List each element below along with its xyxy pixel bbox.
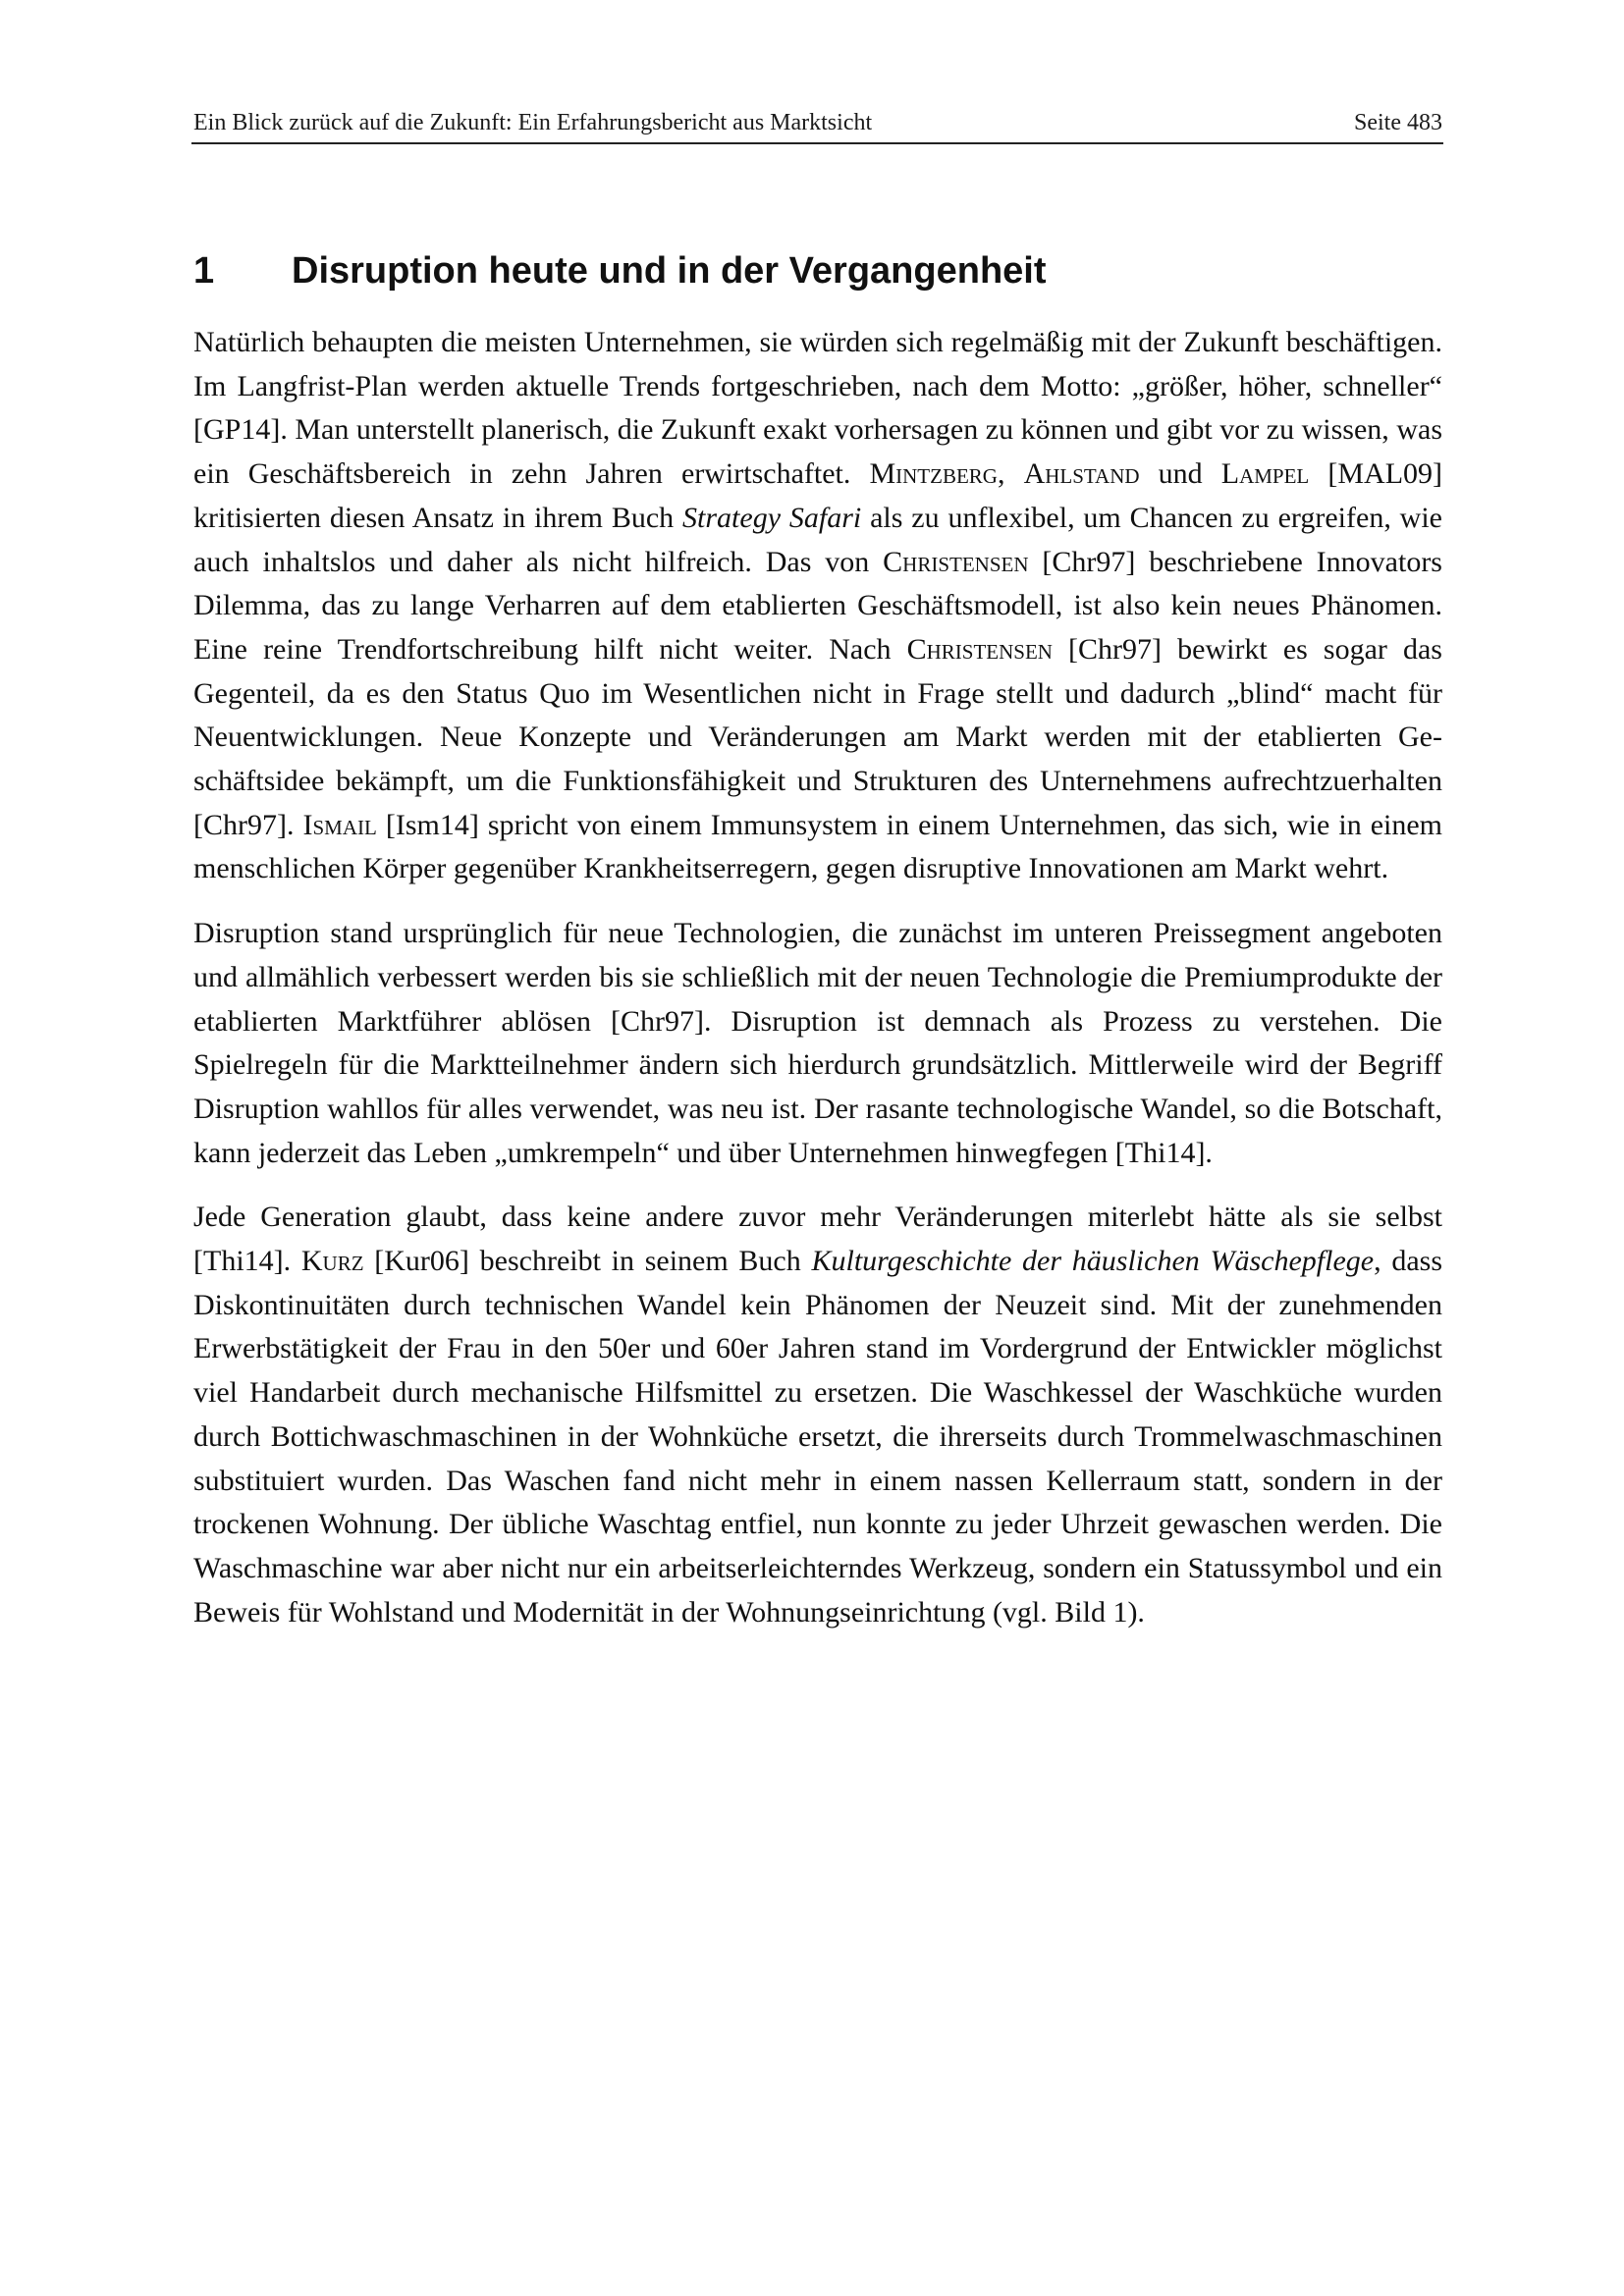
author-name: Christensen	[906, 632, 1053, 666]
text-run: , dass Diskontinuitäten durch technischen Wandel kein Phänomen der Neuzeit sind. Mit der zunehmenden Erwerbstätigkeit der Frau in den 50er und 60er Jahren stand im Vordergrund der Entwickler möglichst viel Handarbeit durch mechanische Hilfsmittel zu ersetzen. Die Waschkessel der Waschküche wurden durch Bottichwaschmaschinen in der Wohnküche ersetzt, die ihrerseits durch Trommelwaschmaschinen substituiert wurden. Das Waschen fand nicht mehr in einem nassen Kellerraum statt, sondern in der trockenen Wohnung. Der übliche Waschtag entfiel, nun konnte zu jeder Uhrzeit gewaschen werden. Die Waschmaschine war aber nicht nur ein arbeitserleichterndes Werkzeug, sondern ein Statussymbol und ein Beweis für Wohlstand und Modernität in der Wohnungseinrichtung (vgl. Bild 1).	[193, 1245, 1442, 1629]
text-run: als zu unflexibel, um Chancen zu ergreifen, wie auch inhaltslos und daher als nicht hilfreich. Das von	[193, 501, 1442, 578]
running-header	[193, 108, 1442, 137]
author-name: Lampel	[1220, 457, 1310, 491]
text-run: [MAL09] kritisierten diesen Ansatz in ihrem Buch	[193, 457, 1443, 534]
body-text	[193, 321, 1442, 1655]
text-run: Jede Generation glaubt, dass keine andere zuvor mehr Veränderungen miterlebt hätte als sie selbst [Thi14].	[193, 1201, 1442, 1278]
text-run: [Ism14] spricht von einem Immunsystem in einem Unternehmen, das sich, wie in einem menschlichen Körper gegenüber Krankheitserregern, gegen disruptive Innovationen am Markt wehrt.	[193, 808, 1443, 885]
author-name: Ismail	[302, 808, 377, 841]
header-rule	[191, 142, 1443, 144]
text-run: [Kur06] beschreibt in seinem Buch	[363, 1245, 812, 1278]
text-run: [Chr97] bewirkt es sogar das Gegenteil, da es den Status Quo im Wesentlichen nicht in Frage stellt und dadurch „blind“ macht für Neuentwicklungen. Neue Konzepte und Veränderungen am Markt werden mit der etablierten Geschäftsidee bekämpft, um die Funktionsfähigkeit und Strukturen des Unternehmens aufrechtzuerhalten [Chr97].	[193, 632, 1442, 841]
book-title: Kulturgeschichte der häuslichen Wäschepflege	[811, 1245, 1375, 1278]
text-run: und	[1139, 457, 1221, 491]
author-name: Ahlstand	[1023, 457, 1140, 491]
section-heading	[193, 248, 1442, 294]
book-title: Strategy Safari	[682, 501, 862, 534]
text-run: ,	[997, 457, 1024, 491]
section-number: 1	[193, 250, 215, 292]
paragraph-2	[193, 912, 1442, 1175]
paragraph-3	[193, 1196, 1442, 1634]
section-title: Disruption heute und in der Vergangenheit	[292, 250, 1047, 292]
text-run: Natürlich behaupten die meisten Unternehmen, sie würden sich regelmäßig mit der Zukunft beschäftigen. Im Langfrist-Plan werden aktuelle Trends fortgeschrieben, nach dem Motto: „größer, höher, schneller“ [GP14]. Man unterstellt planerisch, die Zukunft exakt vorhersagen zu können und gibt vor zu wissen, was ein Geschäftsbereich in zehn Jahren erwirtschaftet.	[193, 326, 1442, 491]
text-run: Disruption stand ursprünglich für neue Technologien, die zunächst im unteren Preissegment angeboten und allmählich verbessert werden bis sie schließlich mit der neuen Technologie die Premiumprodukte der etablierten Marktführer ablösen [Chr97]. Disruption ist demnach als Prozess zu verstehen. Die Spielregeln für die Marktteilnehmer ändern sich hierdurch grundsätzlich. Mittlerweile wird der Begriff Disruption wahllos für alles verwendet, was neu ist. Der rasante technologische Wandel, so die Botschaft, kann jederzeit das Leben „umkrempeln“ und über Unternehmen hinwegfegen [Thi14].	[193, 917, 1442, 1169]
author-name: Mintzberg	[869, 457, 998, 491]
text-run: [Chr97] beschriebene Innovators Dilemma, das zu lange Verharren auf dem etablierten Geschäftsmodell, ist also kein neues Phänomen. Eine reine Trendfortschreibung hilft nicht weiter. Nach	[193, 545, 1442, 666]
author-name: Christensen	[883, 545, 1029, 578]
page-number: Seite 483	[1354, 110, 1442, 135]
paragraph-1	[193, 321, 1442, 891]
running-header-title: Ein Blick zurück auf die Zukunft: Ein Erfahrungsbericht aus Marktsicht	[193, 110, 873, 135]
author-name: Kurz	[300, 1245, 364, 1278]
